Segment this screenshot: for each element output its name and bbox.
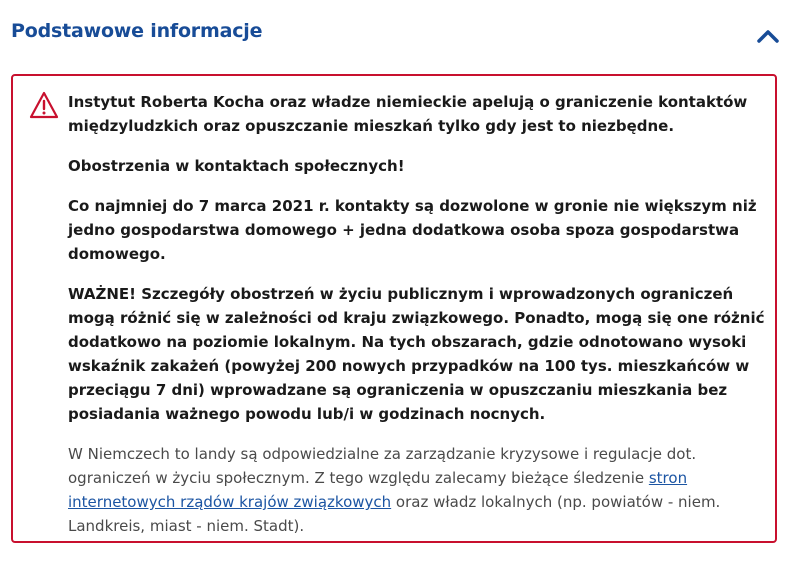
chevron-up-icon[interactable] bbox=[752, 22, 784, 48]
alert-content bbox=[68, 90, 773, 538]
alert-paragraph-appeal: Instytut Roberta Kocha oraz władze niemieckie apelują o graniczenie kontaktów międzyludzkich oraz opuszczanie mieszkań tylko gdy jest to niezbędne. bbox=[68, 93, 748, 135]
state-governments-link[interactable]: stron internetowych rządów krajów związkowych bbox=[68, 469, 688, 511]
alert-paragraph-important: WAŻNE! Szczegóły obostrzeń w życiu publicznym i wprowadzonych ograniczeń mogą różnić się w zależności od kraju związkowego. Ponadto, mogą się one różnić dodatkowo na poziomie lokalnym. Na tych obszarach, gdzie odnotowano wysoki wskaźnik zakażeń (powyżej 200 nowych przypadków na 100 tys. mieszkańców w przeciągu 7 dni) wprowadzane są ograniczenia w opuszczaniu mieszkania bez posiadania ważnego powodu lub/i w godzinach nocnych. bbox=[68, 285, 765, 423]
info-text-after-link: oraz władz lokalnych (np. powiatów - niem. Landkreis, miast - niem. Stadt). bbox=[68, 493, 721, 535]
alert-paragraph-heading: Obostrzenia w kontaktach społecznych! bbox=[68, 157, 405, 175]
section-header[interactable] bbox=[0, 0, 794, 70]
info-text-before-link: W Niemczech to landy są odpowiedzialne za zarządzanie kryzysowe i regulacje dot. ograniczeń w życiu społecznym. Z tego względu zalecamy bieżące śledzenie bbox=[68, 445, 697, 487]
section-title: Podstawowe informacje bbox=[11, 20, 263, 42]
alert-paragraph-info bbox=[68, 442, 773, 538]
alert-paragraph-contacts: Co najmniej do 7 marca 2021 r. kontakty są dozwolone w gronie nie większym niż jedno gospodarstwa domowego + jedna dodatkowa osoba spoza gospodarstwa domowego. bbox=[68, 197, 757, 263]
warning-triangle-icon bbox=[29, 91, 59, 119]
alert-box bbox=[11, 74, 777, 543]
